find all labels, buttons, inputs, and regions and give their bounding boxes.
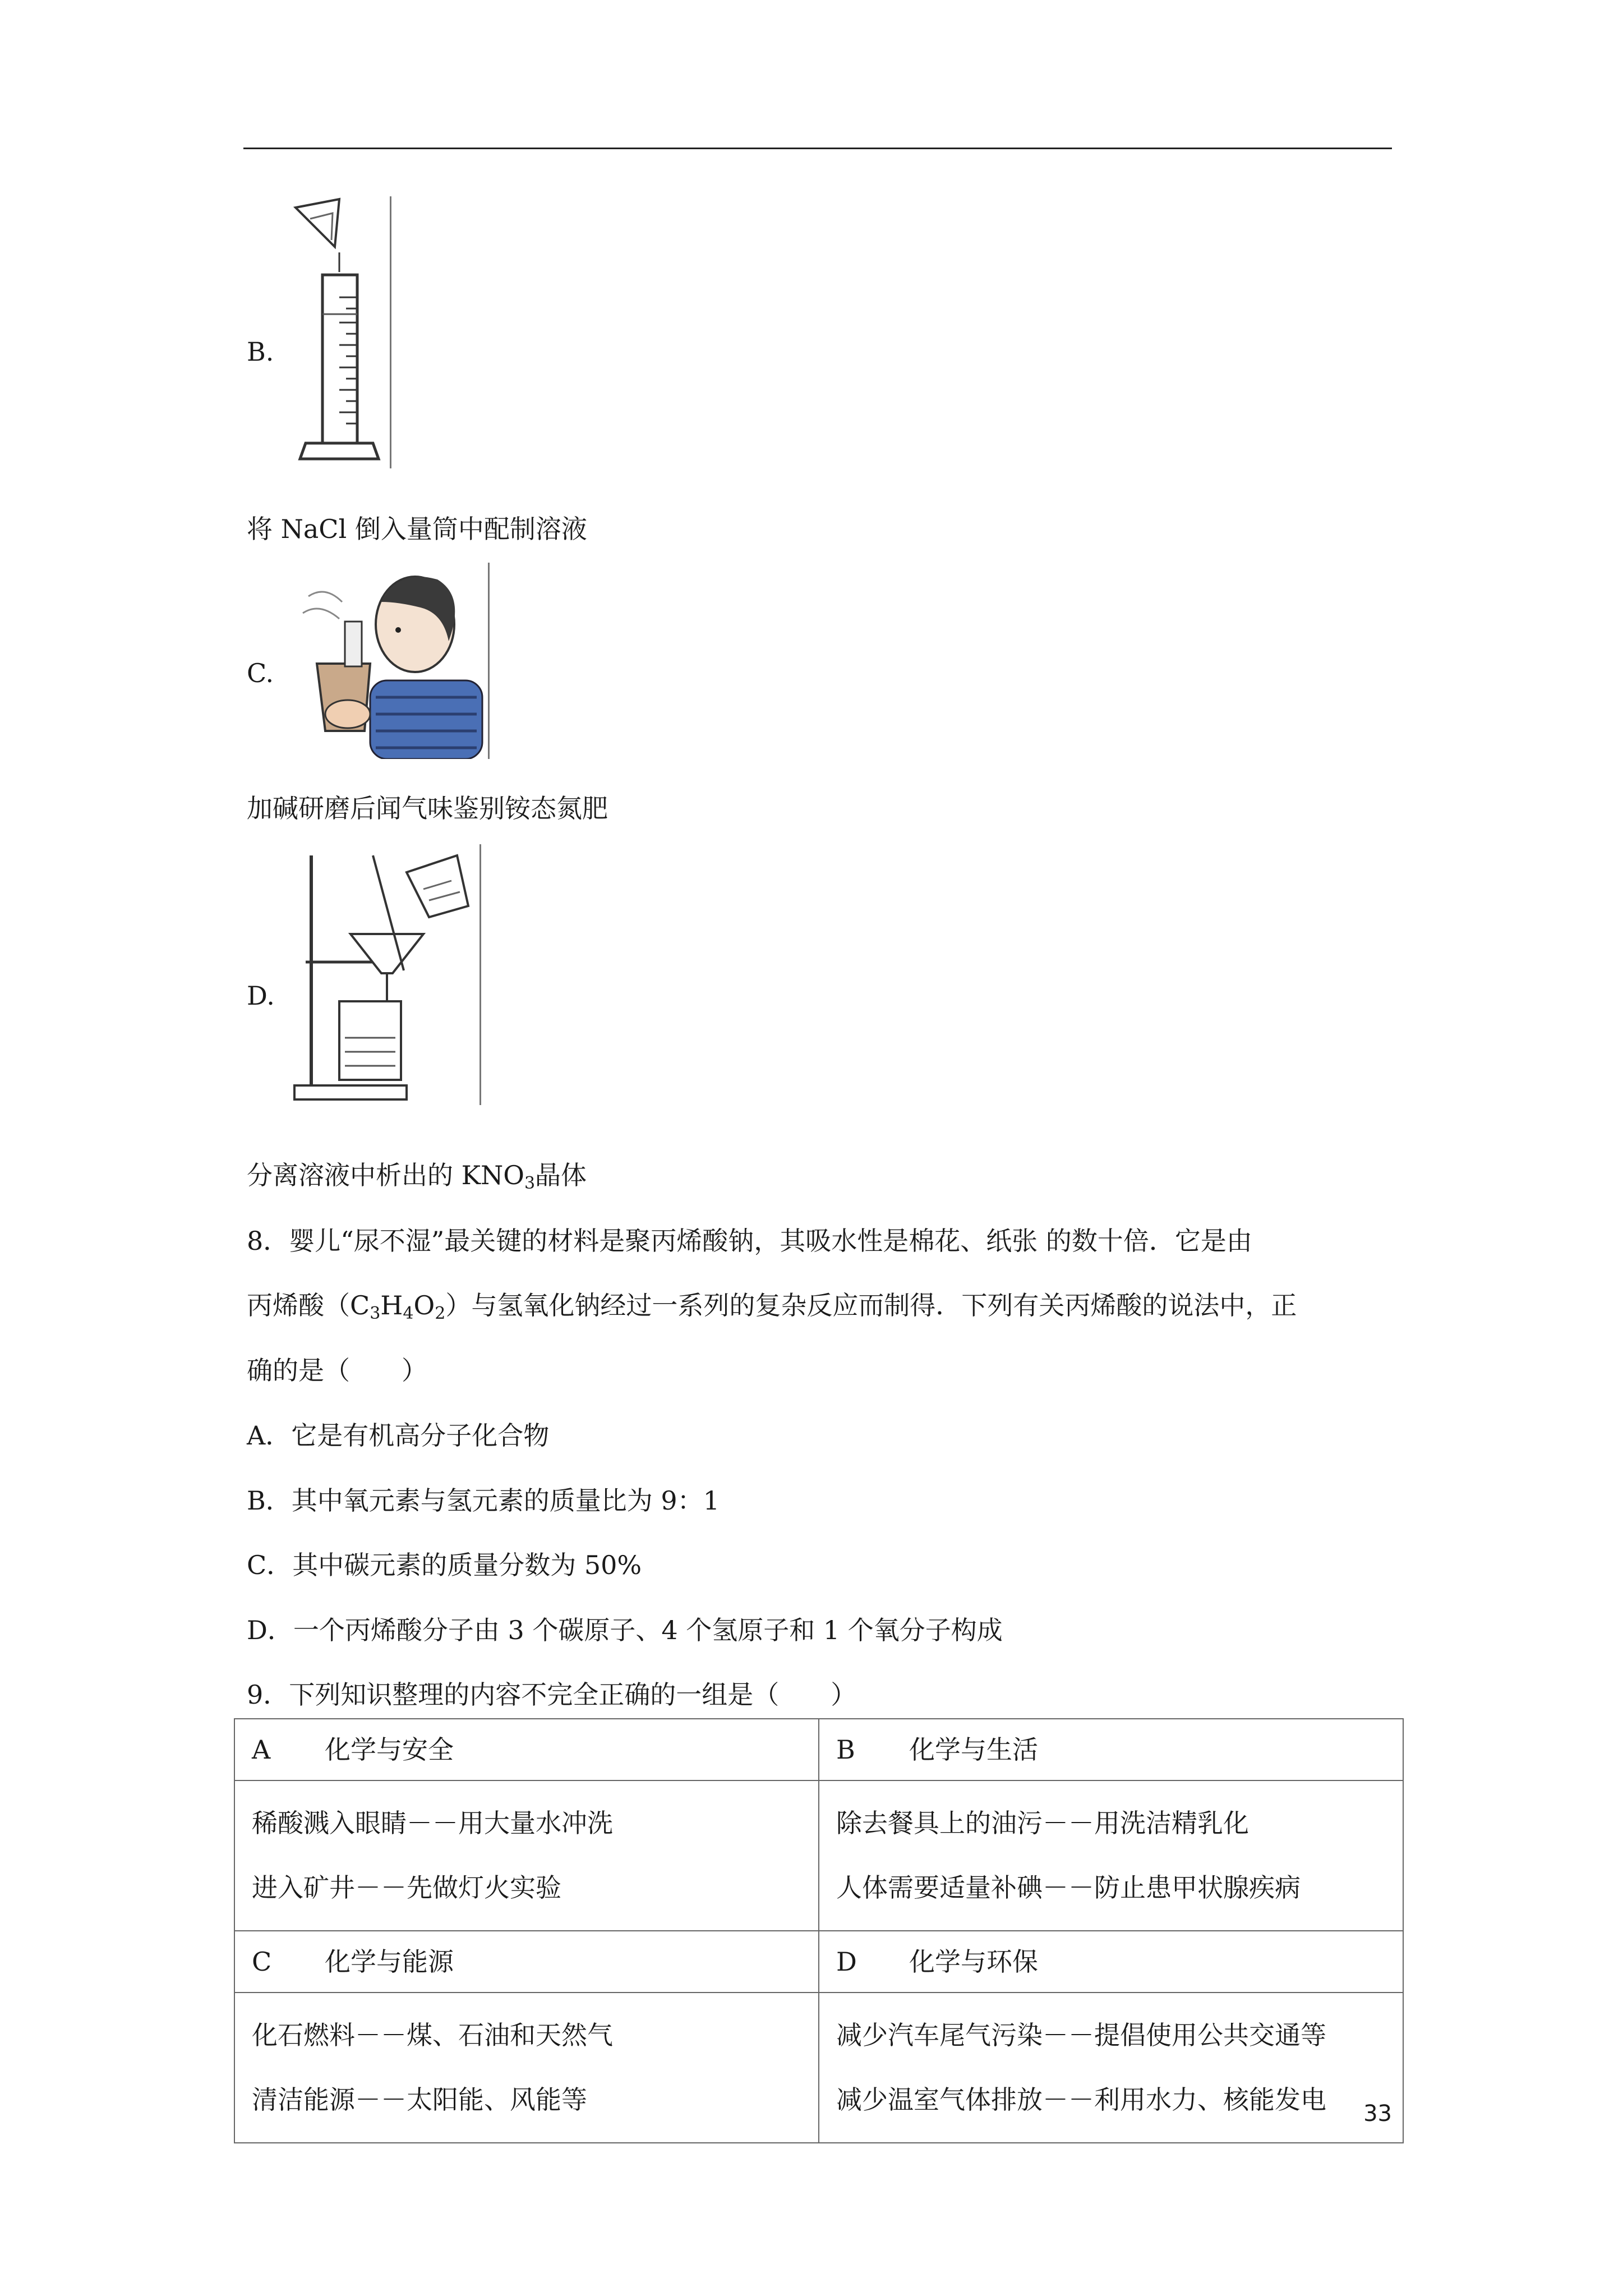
q8-option-d[interactable]: D．一个丙烯酸分子由 3 个碳原子、4 个氢原子和 1 个氧分子构成 — [247, 1615, 1003, 1645]
list-item: 清洁能源－－太阳能、风能等 — [252, 2085, 587, 2115]
cell-c-body — [234, 1993, 819, 2143]
list-item: 稀酸溅入眼睛－－用大量水冲洗 — [252, 1808, 613, 1838]
q8-option-b[interactable]: B．其中氧元素与氢元素的质量比为 9：1 — [247, 1485, 720, 1516]
q9-stem: 9．下列知识整理的内容不完全正确的一组是（ ） — [247, 1680, 857, 1710]
knowledge-table — [234, 1718, 1404, 2143]
filtration-apparatus-figure — [289, 844, 481, 1105]
option-c-label: C. — [247, 658, 274, 688]
cell-d-body — [819, 1993, 1403, 2143]
option-d-caption: 分离溶液中析出的 $KNO_3$晶体 — [247, 1160, 587, 1193]
list-item: 化石燃料－－煤、石油和天然气 — [252, 2020, 613, 2050]
cell-d-header[interactable]: D 化学与环保 — [819, 1931, 1403, 1993]
cell-a-header[interactable]: A 化学与安全 — [234, 1719, 819, 1780]
q8-option-c[interactable]: C．其中碳元素的质量分数为 50% — [247, 1550, 642, 1580]
q8-option-a[interactable]: A．它是有机高分子化合物 — [247, 1420, 550, 1451]
option-d-label: D. — [247, 981, 275, 1011]
header-rule — [243, 148, 1392, 149]
option-b-label: B. — [247, 337, 274, 367]
list-item: 减少温室气体排放－－利用水力、核能发电 — [836, 2085, 1326, 2115]
list-item: 人体需要适量补碘－－防止患甲状腺疾病 — [836, 1872, 1301, 1903]
option-b-caption: 将 NaCl 倒入量筒中配制溶液 — [247, 514, 587, 544]
list-item: 除去餐具上的油污－－用洗洁精乳化 — [836, 1808, 1249, 1838]
list-item: 进入矿井－－先做灯火实验 — [252, 1872, 561, 1903]
q8-stem-line1: 8．婴儿“尿不湿”最关键的材料是聚丙烯酸钠，其吸水性是棉花、纸张 的数十倍．它是由 — [247, 1226, 1252, 1256]
page-number: 33 — [1363, 2101, 1392, 2127]
cell-b-body — [819, 1780, 1403, 1931]
smelling-test-figure — [286, 563, 490, 759]
q8-stem-line2: 丙烯酸$(C_3H_4O_2)$与氢氧化钠经过一系列的复杂反应而制得．下列有关丙烯酸的说法中，正 — [247, 1290, 1297, 1323]
list-item: 减少汽车尾气污染－－提倡使用公共交通等 — [836, 2020, 1326, 2050]
option-c-caption: 加碱研磨后闻气味鉴别铵态氮肥 — [247, 793, 608, 823]
graduated-cylinder-figure — [283, 196, 391, 468]
cell-b-header[interactable]: B 化学与生活 — [819, 1719, 1403, 1780]
cell-c-header[interactable]: C 化学与能源 — [234, 1931, 819, 1993]
cell-a-body — [234, 1780, 819, 1931]
q8-stem-line3: 确的是（ ） — [247, 1355, 427, 1386]
